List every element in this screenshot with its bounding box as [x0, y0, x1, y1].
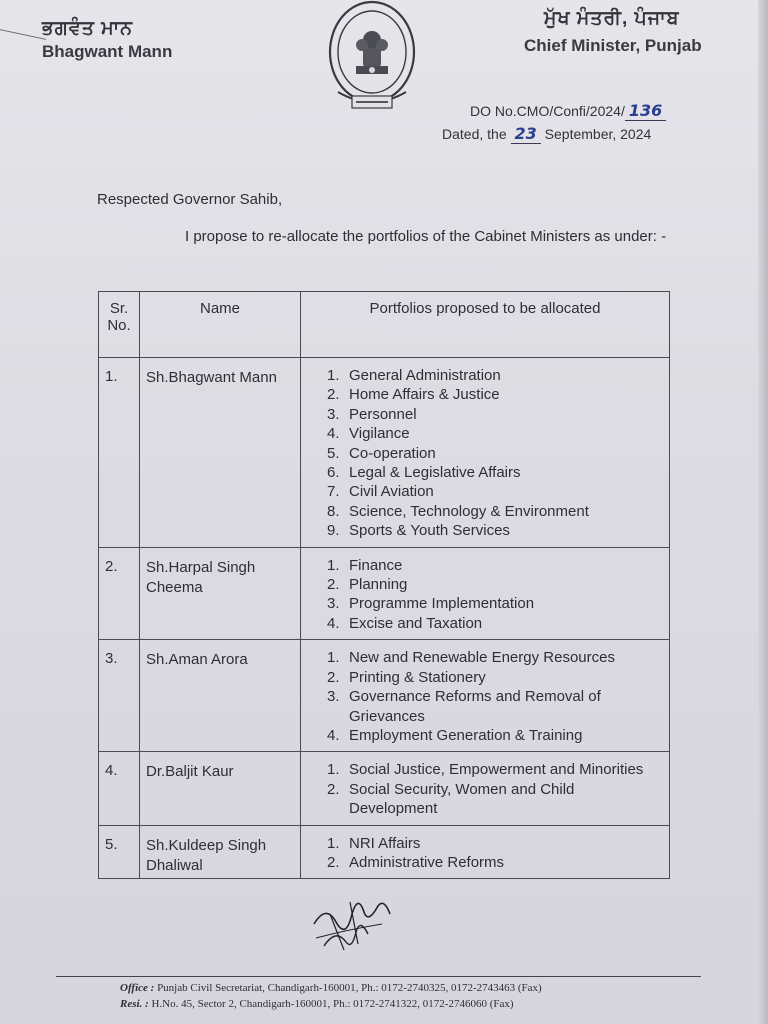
footer-office-label: Office :: [120, 982, 155, 994]
portfolio-item: Legal & Legislative Affairs: [349, 464, 521, 482]
sender-name: Bhagwant Mann: [42, 42, 173, 61]
portfolio-item: Co-operation: [349, 444, 436, 462]
reference-prefix: DO No.CMO/Confi/2024/: [470, 103, 625, 119]
portfolio-list: [327, 760, 663, 818]
portfolio-item: Excise and Taxation: [349, 614, 483, 632]
header-name: Name: [140, 292, 301, 358]
portfolio-item: Programme Implementation: [349, 595, 535, 613]
row-sr-no: 2.: [99, 547, 140, 640]
row-portfolios: [301, 358, 670, 548]
portfolio-item: Vigilance: [349, 425, 410, 443]
footer-office-address: Punjab Civil Secretariat, Chandigarh-160001, Ph.: 0172-2740325, 0172-2743463 (Fax): [157, 982, 542, 994]
table-row: [99, 358, 670, 548]
table-row: [99, 752, 670, 825]
salutation: Respected Governor Sahib,: [97, 191, 283, 208]
portfolio-item: Administrative Reforms: [349, 853, 505, 871]
row-portfolios: [301, 640, 670, 752]
date-prefix: Dated, the: [442, 126, 507, 142]
row-sr-no: 5.: [99, 825, 140, 879]
handwritten-signature: [306, 884, 396, 956]
row-portfolios: [301, 825, 670, 879]
portfolio-list: [327, 556, 663, 634]
state-emblem-seal: [322, 0, 422, 118]
portfolio-item: Sports & Youth Services: [349, 522, 510, 540]
footer-residence-line: [120, 996, 680, 1012]
reference-number-line: [470, 101, 666, 120]
table-row: [99, 640, 670, 752]
portfolio-list: [327, 648, 663, 745]
footer-rule: [56, 976, 701, 977]
portfolio-allocation-table: [98, 291, 670, 879]
sender-name-punjabi: ਭਗਵੰਤ ਮਾਨ: [42, 18, 134, 39]
date-line: [442, 124, 651, 143]
header-portfolios: Portfolios proposed to be allocated: [301, 292, 670, 358]
portfolio-list: [327, 366, 663, 541]
header-sr-no: Sr. No.: [99, 292, 140, 358]
row-minister-name: Sh.Harpal Singh Cheema: [140, 547, 301, 640]
portfolio-item: Planning: [349, 576, 408, 594]
row-sr-no: 4.: [99, 752, 140, 825]
portfolio-item: Social Justice, Empowerment and Minorities: [349, 761, 644, 779]
portfolio-item: Civil Aviation: [349, 483, 434, 501]
footer-office-line: [120, 980, 680, 996]
table-row: [99, 547, 670, 640]
row-sr-no: 3.: [99, 640, 140, 752]
reference-number-handwritten: 136: [625, 101, 666, 121]
footer-residence-label: Resi. :: [120, 998, 149, 1010]
portfolio-item: Social Security, Women and Child Development: [349, 780, 575, 818]
intro-paragraph: I propose to re-allocate the portfolios of the Cabinet Ministers as under: -: [185, 228, 667, 245]
row-minister-name: Sh.Kuldeep Singh Dhaliwal: [140, 825, 301, 879]
portfolio-item: NRI Affairs: [349, 834, 421, 852]
row-minister-name: Dr.Baljit Kaur: [140, 752, 301, 825]
date-suffix: September, 2024: [544, 126, 652, 142]
page-edge-shadow: [758, 0, 768, 1024]
portfolio-list: [327, 834, 663, 873]
office-title: Chief Minister, Punjab: [524, 36, 702, 55]
table-row: [99, 825, 670, 879]
portfolio-item: Home Affairs & Justice: [349, 386, 500, 404]
date-day-handwritten: 23: [511, 124, 541, 144]
corner-fold-mark: [0, 1, 46, 40]
portfolio-item: New and Renewable Energy Resources: [349, 649, 615, 667]
portfolio-item: Finance: [349, 556, 403, 574]
table-header-row: [99, 292, 670, 358]
portfolio-item: Employment Generation & Training: [349, 726, 583, 744]
portfolio-item: Governance Reforms and Removal of Grievances: [349, 688, 601, 725]
row-minister-name: Sh.Bhagwant Mann: [140, 358, 301, 548]
row-portfolios: [301, 547, 670, 640]
portfolio-item: Personnel: [349, 405, 417, 423]
office-title-punjabi: ਮੁੱਖ ਮੰਤਰੀ, ਪੰਜਾਬ: [544, 8, 680, 29]
footer-contact: [120, 980, 680, 1012]
portfolio-item: Science, Technology & Environment: [349, 502, 589, 520]
row-sr-no: 1.: [99, 358, 140, 548]
row-portfolios: [301, 752, 670, 825]
footer-residence-address: H.No. 45, Sector 2, Chandigarh-160001, Ph.: 0172-2741322, 0172-2746060 (Fax): [151, 998, 514, 1010]
portfolio-item: Printing & Stationery: [349, 668, 486, 686]
portfolio-item: General Administration: [349, 367, 501, 384]
row-minister-name: Sh.Aman Arora: [140, 640, 301, 752]
